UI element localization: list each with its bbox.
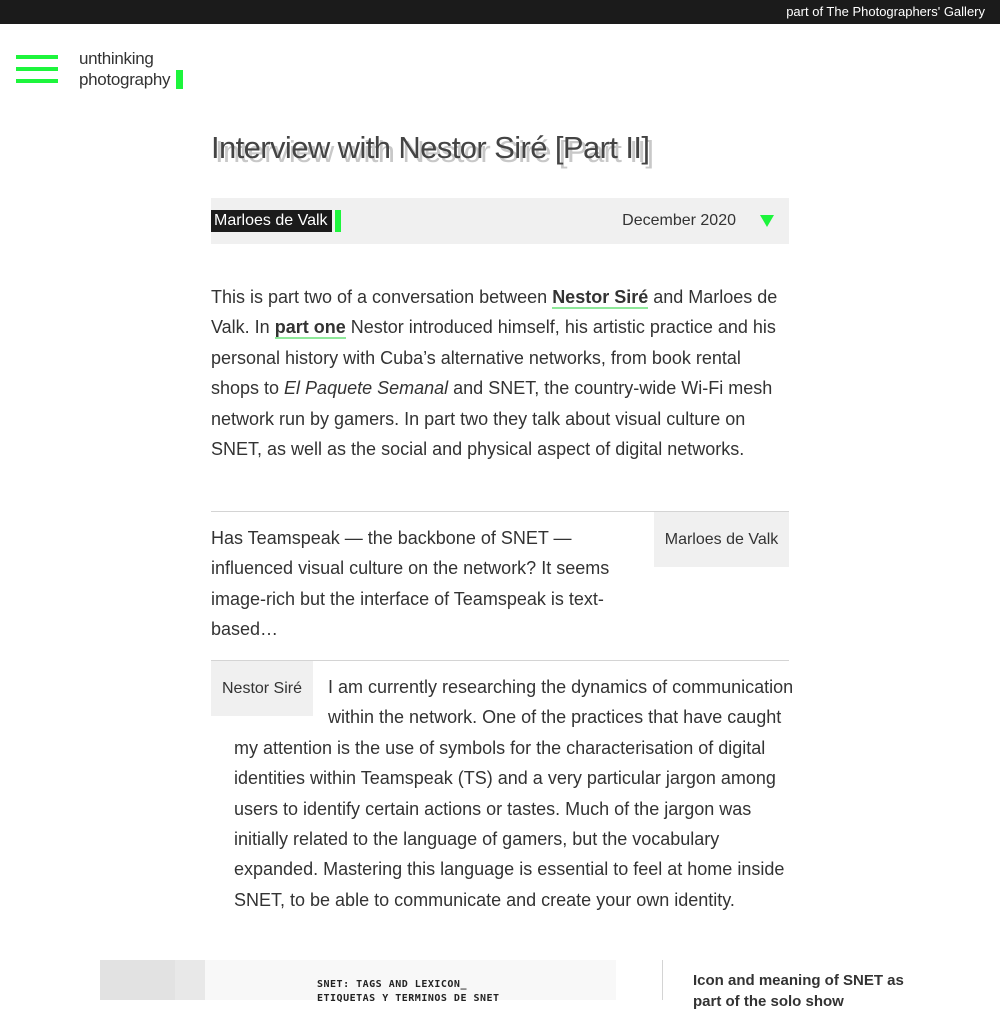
logo-line-1: unthinking	[79, 49, 154, 68]
answer-speaker-label: Nestor Siré	[211, 661, 313, 716]
author-link[interactable]	[211, 210, 332, 232]
caption-divider	[662, 960, 663, 1000]
image-subheading: ETIQUETAS Y TERMINOS DE SNET	[317, 993, 500, 1004]
answer-line: users to identify certain actions or tastes. Much of the jargon was	[234, 798, 752, 819]
figure-caption: Icon and meaning of SNET as part of the solo show	[693, 972, 904, 1010]
intro-text-3: Nestor introduced himself, his artistic practice and his personal history with Cuba’s alternative networks, from book rental shops to	[211, 317, 776, 399]
answer-line: my attention is the use of symbols for the characterisation of digital	[234, 737, 766, 758]
question-speaker-label: Marloes de Valk	[654, 512, 789, 567]
answer-line: initially related to the language of gamers, but the vocabulary	[234, 829, 720, 849]
logo-mark	[176, 70, 183, 89]
author-name: Marloes de Valk	[214, 212, 328, 229]
intro-text-4: and SNET, the country-wide Wi-Fi mesh network run by gamers. In part two they talk about visual culture on SNET, as well as the social and physical aspect of digital networks.	[211, 378, 773, 460]
answer-block	[211, 660, 794, 910]
answer-line: SNET, to be able to communicate and create your own identity.	[234, 889, 735, 910]
question-block	[211, 511, 789, 640]
part-one-link[interactable]: part one	[274, 317, 346, 338]
snet-tags-image[interactable]	[100, 960, 616, 1004]
image-band	[175, 960, 205, 1000]
article-date: December 2020	[622, 212, 736, 229]
logo-line-2: photography	[79, 70, 171, 89]
answer-line: identities within Teamspeak (TS) and a very particular jargon among	[234, 768, 776, 789]
site-logo[interactable]	[79, 48, 183, 90]
answer-line: expanded. Mastering this language is essential to feel at home inside	[234, 859, 785, 880]
author-mark	[335, 210, 341, 232]
intro-text-1: This is part two of a conversation between	[211, 287, 553, 307]
top-bar	[0, 0, 1000, 24]
answer-line: within the network. One of the practices that have caught	[328, 707, 782, 728]
article-meta-bar	[211, 198, 789, 244]
intro-text-2: and Marloes de Valk. In	[211, 287, 778, 338]
photographers-gallery-link[interactable]: part of The Photographers' Gallery	[786, 4, 985, 19]
article-title: Interview with Nestor Siré [Part II]	[211, 130, 650, 165]
question-text: Has Teamspeak — the backbone of SNET — influenced visual culture on the network? It seems image-rich but the interface of Teamspeak is text-based…	[211, 528, 610, 640]
article-intro	[211, 282, 789, 464]
hamburger-menu-icon[interactable]	[16, 55, 58, 83]
menu-line	[16, 79, 58, 83]
nestor-sire-link[interactable]: Nestor Siré	[552, 287, 649, 307]
answer-line: I am currently researching the dynamics of communication	[328, 677, 794, 697]
image-band	[100, 960, 175, 1000]
intro-emphasis: El Paquete Semanal	[284, 378, 449, 399]
menu-line	[16, 67, 58, 71]
menu-line	[16, 55, 58, 59]
triangle-down-icon[interactable]	[760, 215, 774, 227]
image-heading: SNET: TAGS AND LEXICON_	[317, 979, 467, 990]
